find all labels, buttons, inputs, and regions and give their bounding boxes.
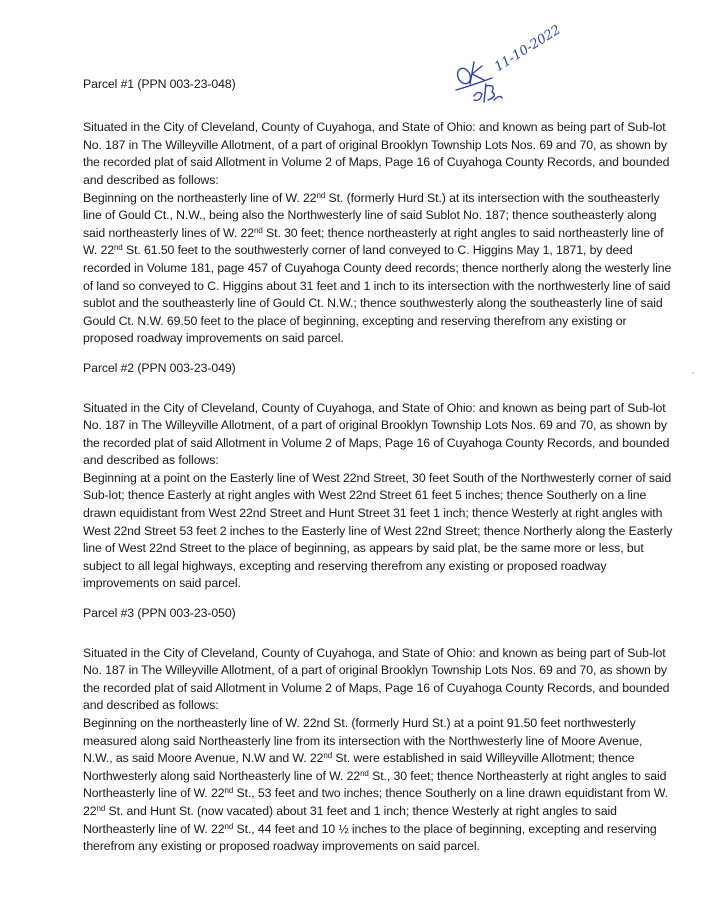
parcel-3-heading: Parcel #3 (PPN 003-23-050) [83, 606, 236, 621]
parcel-1-description: Beginning on the northeasterly line of W. 22nd St. (formerly Hurd St.) at its intersection with the southeasterly line of Gould Ct., N.W., being also the Northwesterly line of said Sublot No. 187; thence southeasterly along said northeasterly lines of W. 22nd St. 30 feet; thence northeasterly at right angles to said northeasterly line of W. 22nd St. 61.50 feet to the southwesterly corner of land conveyed to C. Higgins May 1, 1871, by deed recorded in Volume 181, page 457 of Cuyahoga County deed records; thence northerly along the westerly line of land so conveyed to C. Higgins about 31 feet and 1 inch to its intersection with the northwesterly line of said sublot and the southeasterly line of Gould Ct. N.W.; thence southwesterly along the southeasterly line of said Gould Ct. N.W. 69.50 feet to the place of beginning, excepting and reserving therefrom any existing or proposed roadway improvements on said parcel. [83, 190, 672, 346]
legal-description-body [83, 76, 675, 856]
scan-speck [692, 372, 694, 374]
parcel-2-heading: Parcel #2 (PPN 003-23-049) [83, 360, 236, 375]
parcel-1-heading: Parcel #1 (PPN 003-23-048) [83, 77, 236, 91]
parcel-3-intro: Situated in the City of Cleveland, County of Cuyahoga, and State of Ohio: and known as being part of Sub-lot No. 187 in The Willeyville Allotment, of a part of original Brooklyn Township Lots Nos. 69 and 70, as shown by the recorded plat of said Allotment in Volume 2 of Maps, Page 16 of Cuyahoga County Records, and bounded and described as follows: [83, 645, 670, 713]
parcel-3-description: Beginning on the northeasterly line of W. 22nd St. (formerly Hurd St.) at a point 91.50 feet northwesterly measured along said Northeasterly line from its intersection with the Northwesterly line of Moore Avenue, N.W., as said Moore Avenue, N.W and W. 22nd St. were established in said Willeyville Allotment; thence Northwesterly along said Northeasterly line of W. 22nd St., 30 feet; thence Northeasterly at right angles to said Northeasterly line of W. 22nd St., 53 feet and two inches; thence Southerly on a line drawn equidistant from W. 22nd St. and Hunt St. (now vacated) about 31 feet and 1 inch; thence Westerly at right angles to said Northeasterly line of W. 22nd St., 44 feet and 10 ½ inches to the place of beginning, excepting and reserving therefrom any existing or proposed roadway improvements on said parcel. [83, 716, 668, 854]
handwritten-date: 11-10-2022 [492, 22, 564, 75]
parcel-2-intro: Situated in the City of Cleveland, County of Cuyahoga, and State of Ohio: and known as being part of Sub-lot No. 187 in The Willeyville Allotment, of a part of original Brooklyn Township Lots Nos. 69 and 70, as shown by the recorded plat of said Allotment in Volume 2 of Maps, Page 16 of Cuyahoga County Records, and bounded and described as follows: [83, 400, 670, 468]
parcel-2-description: Beginning at a point on the Easterly line of West 22nd Street, 30 feet South of the Northwesterly corner of said Sub-lot; thence Easterly at right angles with West 22nd Street 61 feet 5 inches; thence Southerly on a line drawn equidistant from West 22nd Street and Hunt Street 31 feet 1 inch; thence Westerly at right angles with West 22nd Street 53 feet 2 inches to the Easterly line of West 22nd Street; thence Northerly along the Easterly line of West 22nd Street to the place of beginning, as appears by said plat, be the same more or less, but subject to all legal highways, excepting and reserving therefrom any existing or proposed roadway improvements on said parcel. [83, 470, 673, 591]
parcel-1-intro: Situated in the City of Cleveland, County of Cuyahoga, and State of Ohio: and known as being part of Sub-lot No. 187 in The Willeyville Allotment, of a part of original Brooklyn Township Lots Nos. 69 and 70, as shown by the recorded plat of said Allotment in Volume 2 of Maps, Page 16 of Cuyahoga County Records, and bounded and described as follows: [83, 120, 670, 187]
